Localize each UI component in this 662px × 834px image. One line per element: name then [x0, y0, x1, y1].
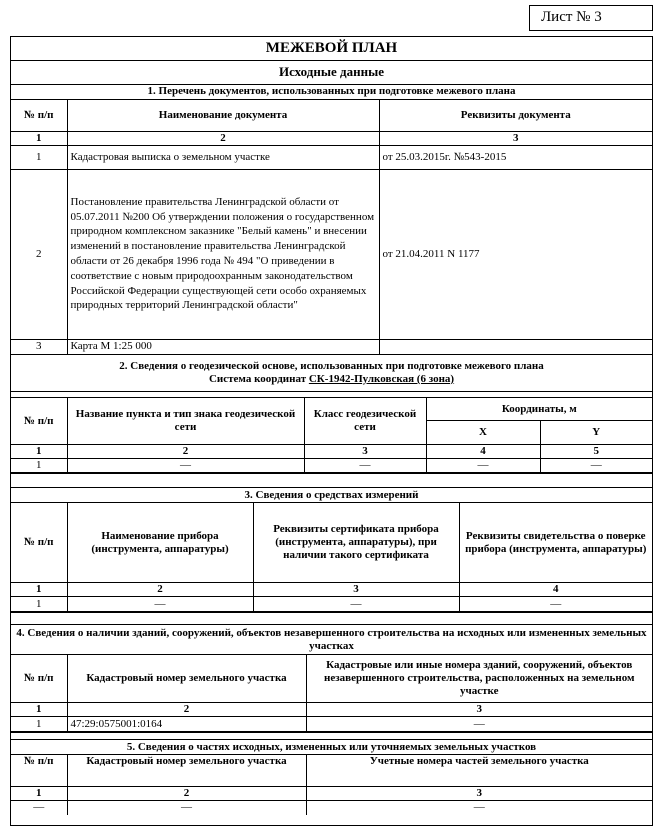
row-number: 1: [11, 459, 67, 473]
header-number: № п/п: [11, 655, 67, 703]
table-row: [11, 459, 652, 473]
section-4-table: [11, 612, 652, 732]
table-row: [11, 597, 652, 612]
header-y: Y: [540, 421, 652, 445]
column-number: 2: [67, 445, 304, 459]
spacer: [11, 613, 652, 625]
header-number: № п/п: [11, 503, 67, 583]
coordinate-x: —: [426, 459, 540, 473]
plan-title: МЕЖЕВОЙ ПЛАН: [11, 37, 652, 60]
coordinate-system: СК-1942-Пулковская (6 зона): [308, 372, 455, 385]
cadastral-number: —: [67, 801, 306, 815]
coordinate-system-prefix: Система координат: [208, 372, 309, 385]
section-2-table: [11, 355, 652, 474]
column-number: 2: [67, 583, 253, 597]
column-number: 2: [67, 703, 306, 717]
document-details: от 25.03.2015г. №543-2015: [379, 145, 652, 169]
column-number: 2: [67, 131, 379, 145]
column-number: 3: [306, 787, 652, 801]
column-number: 3: [379, 131, 652, 145]
row-number: 2: [11, 169, 67, 339]
part-numbers: —: [306, 801, 652, 815]
column-number: 1: [11, 131, 67, 145]
header-cadastral-number: Кадастровый номер земельного участка: [67, 755, 306, 787]
document-details: от 21.04.2011 N 1177: [379, 169, 652, 339]
row-number: 1: [11, 145, 67, 169]
table-row: [11, 801, 652, 815]
cadastral-number: 47:29:0575001:0164: [67, 717, 306, 732]
column-number: 3: [253, 583, 459, 597]
column-number: 3: [304, 445, 426, 459]
column-number: 1: [11, 445, 67, 459]
network-class: —: [304, 459, 426, 473]
column-number: 4: [459, 583, 652, 597]
header-network-class: Класс геодезической сети: [304, 398, 426, 445]
instrument-name: —: [67, 597, 253, 612]
header-number: № п/п: [11, 398, 67, 445]
section-3-table: [11, 473, 652, 612]
header-x: X: [426, 421, 540, 445]
row-number: 1: [11, 717, 67, 732]
header-document-details: Реквизиты документа: [379, 99, 652, 131]
column-number: 4: [426, 445, 540, 459]
document-details: [379, 339, 652, 354]
header-certificate: Реквизиты сертификата прибора (инструмента, аппаратуры), при наличии такого сертификата: [253, 503, 459, 583]
header-number: № п/п: [11, 755, 67, 787]
row-number: —: [11, 801, 67, 815]
document-name: Карта М 1:25 000: [67, 339, 379, 354]
column-number: 1: [11, 787, 67, 801]
header-coordinates: Координаты, м: [426, 398, 652, 421]
header-building-numbers: Кадастровые или иные номера зданий, сооружений, объектов незавершенного строительства, расположенных на земельном участке: [306, 655, 652, 703]
table-row: [11, 145, 652, 169]
section-1-table: [11, 37, 652, 355]
row-number: 3: [11, 339, 67, 354]
point-name: —: [67, 459, 304, 473]
section-2-title: [11, 355, 652, 392]
coordinate-y: —: [540, 459, 652, 473]
column-number: 3: [306, 703, 652, 717]
table-row: [11, 339, 652, 354]
header-part-numbers: Учетные номера частей земельного участка: [306, 755, 652, 787]
survey-plan-form: [10, 36, 653, 826]
spacer: [11, 474, 652, 488]
header-number: № п/п: [11, 99, 67, 131]
header-point-name: Название пункта и тип знака геодезической сети: [67, 398, 304, 445]
document-name: Кадастровая выписка о земельном участке: [67, 145, 379, 169]
section-4-title: 4. Сведения о наличии зданий, сооружений, объектов незавершенного строительства на исходных или измененных земельных участках: [11, 625, 652, 655]
document-name: Постановление правительства Ленинградской области от 05.07.2011 №200 Об утверждении положения о государственном природном комплексном заказнике "Белый камень" и внесении изменений в постановление правительства Ленинградской области от 26 декабря 1996 года № 494 "О приведении в соответствие с новым природоохранным законодательством Российской Федерации существующей сети особо охраняемых природных территорий Ленинградской области": [67, 169, 379, 339]
header-cadastral-number: Кадастровый номер земельного участка: [67, 655, 306, 703]
column-number: 1: [11, 703, 67, 717]
section-5-title: 5. Сведения о частях исходных, измененных или уточняемых земельных участков: [11, 740, 652, 755]
certificate: —: [253, 597, 459, 612]
sheet-number-label: Лист № 3: [529, 5, 653, 31]
building-numbers: —: [306, 717, 652, 732]
row-number: 1: [11, 597, 67, 612]
header-document-name: Наименование документа: [67, 99, 379, 131]
header-verification: Реквизиты свидетельства о поверке прибора (инструмента, аппаратуры): [459, 503, 652, 583]
table-row: [11, 717, 652, 732]
section-2-title-text: 2. Сведения о геодезической основе, использованных при подготовке межевого плана: [119, 359, 544, 372]
header-instrument-name: Наименование прибора (инструмента, аппаратуры): [67, 503, 253, 583]
verification: —: [459, 597, 652, 612]
column-number: 5: [540, 445, 652, 459]
column-number: 1: [11, 583, 67, 597]
section-3-title: 3. Сведения о средствах измерений: [11, 488, 652, 503]
section-1-title: 1. Перечень документов, использованных при подготовке межевого плана: [11, 84, 652, 99]
section-5-table: [11, 732, 652, 815]
table-row: [11, 169, 652, 339]
subtitle: Исходные данные: [11, 60, 652, 84]
column-number: 2: [67, 787, 306, 801]
spacer: [11, 733, 652, 740]
